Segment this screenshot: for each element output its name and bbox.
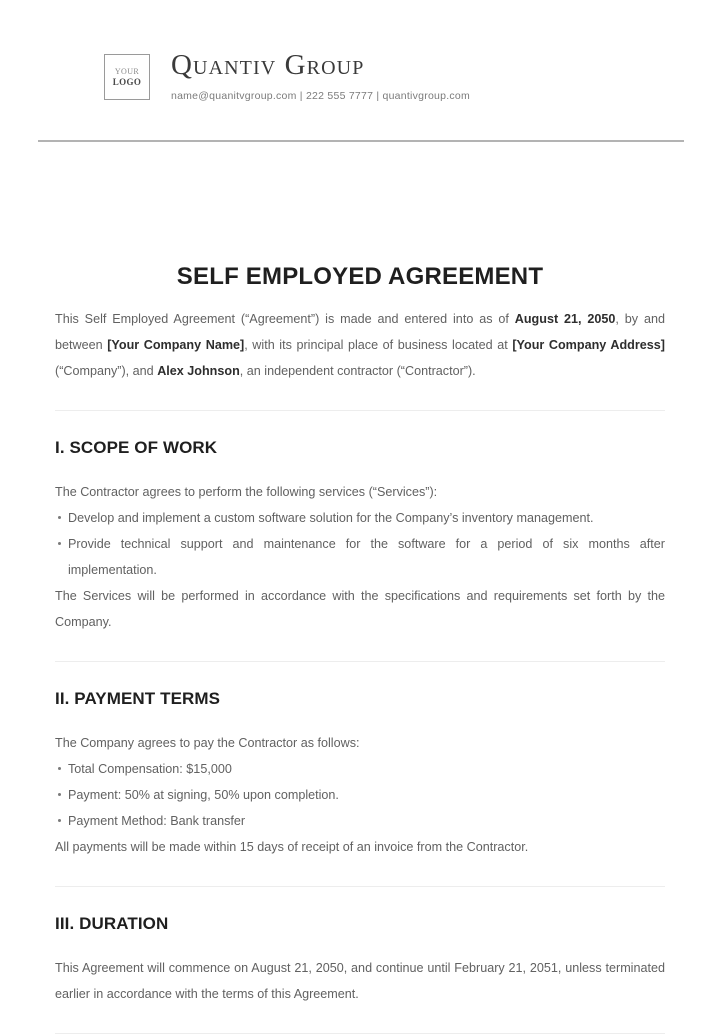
spacer — [55, 635, 665, 661]
intro-contractor-name: Alex Johnson — [157, 364, 240, 378]
section-body-text: This Agreement will commence on August 21, 2050, and continue until February 21, 2051, unless terminated earlier in accordance with the terms of this Agreement. — [55, 961, 665, 1001]
intro-paragraph — [55, 306, 665, 384]
letterhead-inner — [104, 48, 470, 103]
section-payment-terms — [55, 688, 665, 860]
section-intro-text: The Contractor agrees to perform the following services (“Services”): — [55, 485, 438, 499]
list-item: Payment Method: Bank transfer — [55, 808, 665, 834]
section-heading: I. SCOPE OF WORK — [55, 438, 218, 457]
intro-part2: , by and between — [55, 312, 665, 352]
section-duration — [55, 913, 665, 1007]
list-item: Total Compensation: $15,000 — [55, 756, 665, 782]
spacer — [55, 662, 665, 688]
letterhead-text — [171, 48, 470, 103]
intro-part5: , an independent contractor (“Contractor”). — [239, 364, 476, 378]
section-outro-text: The Services will be performed in accordance with the specifications and requirements set forth by the Company. — [55, 589, 665, 629]
intro-part1: This Self Employed Agreement (“Agreement”) is made and entered into as of — [55, 312, 515, 326]
scope-bullet-list — [55, 505, 665, 583]
spacer — [55, 459, 665, 479]
section-outro-text: All payments will be made within 15 days of receipt of an invoice from the Contractor. — [55, 840, 529, 854]
intro-company-address-placeholder: [Your Company Address] — [512, 338, 665, 352]
logo-your-label: YOUR — [114, 66, 140, 76]
list-item: Develop and implement a custom software solution for the Company’s inventory management. — [55, 505, 665, 531]
logo-placeholder — [104, 54, 150, 100]
spacer — [55, 384, 665, 410]
intro-date: August 21, 2050 — [514, 312, 616, 326]
section-heading: III. DURATION — [55, 914, 169, 933]
spacer — [55, 710, 665, 730]
logo-logo-label: LOGO — [112, 76, 142, 87]
letterhead — [0, 0, 720, 140]
spacer — [55, 1007, 665, 1033]
payment-bullet-list — [55, 756, 665, 834]
list-item: Provide technical support and maintenance for the software for a period of six months after implementation. — [55, 531, 665, 583]
list-item: Payment: 50% at signing, 50% upon completion. — [55, 782, 665, 808]
section-scope-of-work — [55, 437, 665, 635]
spacer — [55, 860, 665, 886]
document-content — [55, 262, 665, 1034]
spacer — [55, 935, 665, 955]
company-name: Quantiv Group — [171, 49, 365, 81]
section-heading: II. PAYMENT TERMS — [55, 689, 221, 708]
spacer — [55, 887, 665, 913]
letterhead-rule — [38, 140, 684, 142]
section-intro-text: The Company agrees to pay the Contractor as follows: — [55, 736, 360, 750]
intro-part4: (“Company”), and — [55, 364, 158, 378]
company-contact-line: name@quanitvgroup.com | 222 555 7777 | quantivgroup.com — [171, 90, 470, 102]
page-title: SELF EMPLOYED AGREEMENT — [176, 263, 544, 290]
intro-part3: , with its principal place of business located at — [244, 338, 513, 352]
intro-company-name-placeholder: [Your Company Name] — [107, 338, 245, 352]
spacer — [55, 411, 665, 437]
